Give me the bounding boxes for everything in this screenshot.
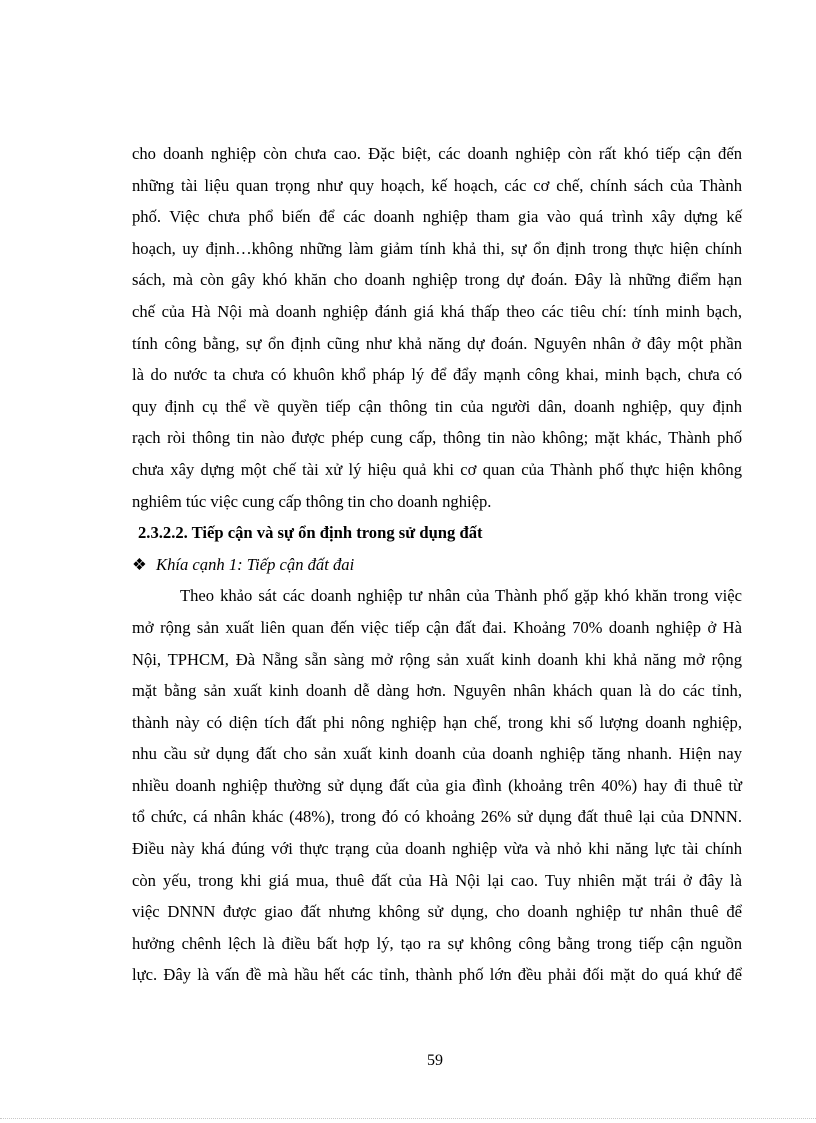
paragraph-line: thành này có diện tích đất phi nông nghiệp hạn chế, trong khi số lượng doanh nghiệp, (132, 712, 742, 732)
paragraph-line: việc DNNN được giao đất nhưng không sử dụng, cho doanh nghiệp tư nhân thuê để (132, 902, 742, 922)
paragraph-line: phố. Việc chưa phổ biến để các doanh nghiệp tham gia vào quá trình xây dựng kế (132, 207, 742, 227)
paragraph-line: nhu cầu sử dụng đất cho sản xuất kinh doanh của doanh nghiệp tăng nhanh. Hiện nay (132, 744, 742, 764)
aspect-heading (132, 549, 742, 581)
paragraph-line: hoạch, uy định…không những làm giảm tính khả thi, sự ổn định trong thực hiện chính (132, 238, 742, 258)
paragraph-line: mặt bằng sản xuất kinh doanh dễ dàng hơn. Nguyên nhân khách quan là do các tỉnh, (132, 681, 742, 701)
paragraph-line: là do nước ta chưa có khuôn khổ pháp lý để đẩy mạnh công khai, minh bạch, chưa có (132, 365, 742, 385)
paragraph-line: tính công bằng, sự ổn định cũng như khả năng dự đoán. Nguyên nhân ở đây một phần (132, 333, 742, 353)
paragraph-line: rạch ròi thông tin nào được phép cung cấp, thông tin nào không; mặt khác, Thành phố (132, 428, 742, 448)
diamond-bullet-icon: ❖ (132, 554, 147, 574)
paragraph-line: chưa xây dựng một chế tài xử lý hiệu quả khi cơ quan của Thành phố thực hiện không (132, 459, 742, 479)
page-number: 59 (427, 1052, 443, 1069)
paragraph-line: hưởng chênh lệch là điều bất hợp lý, tạo ra sự không công bằng trong tiếp cận nguồn (132, 933, 742, 953)
paragraph-line: lực. Đây là vấn đề mà hầu hết các tỉnh, thành phố lớn đều phải đối mặt do quá khứ để (132, 965, 742, 985)
paragraph-line: Điều này khá đúng với thực trạng của doanh nghiệp vừa và nhỏ khi năng lực tài chính (132, 839, 742, 859)
section-heading: 2.3.2.2. Tiếp cận và sự ổn định trong sử dụng đất (138, 523, 483, 543)
paragraph-line: quy định cụ thể về quyền tiếp cận thông tin của người dân, doanh nghiệp, quy định (132, 396, 742, 416)
paragraph-land-access (132, 580, 742, 991)
paragraph-line: tổ chức, cá nhân khác (48%), trong đó có khoảng 26% sử dụng đất thuê lại của DNNN. (132, 807, 742, 827)
page-body (132, 138, 742, 991)
paragraph-line: sách, mà còn gây khó khăn cho doanh nghiệp trong dự đoán. Đây là những điểm hạn (132, 270, 742, 290)
paragraph-line: nghiêm túc việc cung cấp thông tin cho doanh nghiệp. (132, 491, 492, 511)
paragraph-line: Theo khảo sát các doanh nghiệp tư nhân của Thành phố gặp khó khăn trong việc (180, 586, 742, 606)
paragraph-line: cho doanh nghiệp còn chưa cao. Đặc biệt, các doanh nghiệp còn rất khó tiếp cận đến (132, 144, 742, 163)
paragraph-line: còn yếu, trong khi giá mua, thuê đất của Hà Nội lại cao. Tuy nhiên mặt trái ở đây là (132, 870, 742, 890)
paragraph-line: chế của Hà Nội mà doanh nghiệp đánh giá khá thấp theo các tiêu chí: tính minh bạch, (132, 301, 742, 321)
page-bottom-divider (0, 1118, 816, 1119)
paragraph-line: những tài liệu quan trọng như quy hoạch, kế hoạch, các cơ chế, chính sách của Thành (132, 175, 742, 195)
aspect-heading-text: Khía cạnh 1: Tiếp cận đất đai (156, 554, 355, 574)
paragraph-line: Nội, TPHCM, Đà Nẵng sẵn sàng mở rộng sản xuất kinh doanh khi khả năng mở rộng (132, 649, 742, 669)
paragraph-line: mở rộng sản xuất liên quan đến việc tiếp cận đất đai. Khoảng 70% doanh nghiệp ở Hà (132, 617, 742, 637)
paragraph-line: nhiều doanh nghiệp thường sử dụng đất của gia đình (khoảng trên 40%) hay đi thuê từ (132, 775, 742, 795)
paragraph-access-information (132, 138, 742, 517)
